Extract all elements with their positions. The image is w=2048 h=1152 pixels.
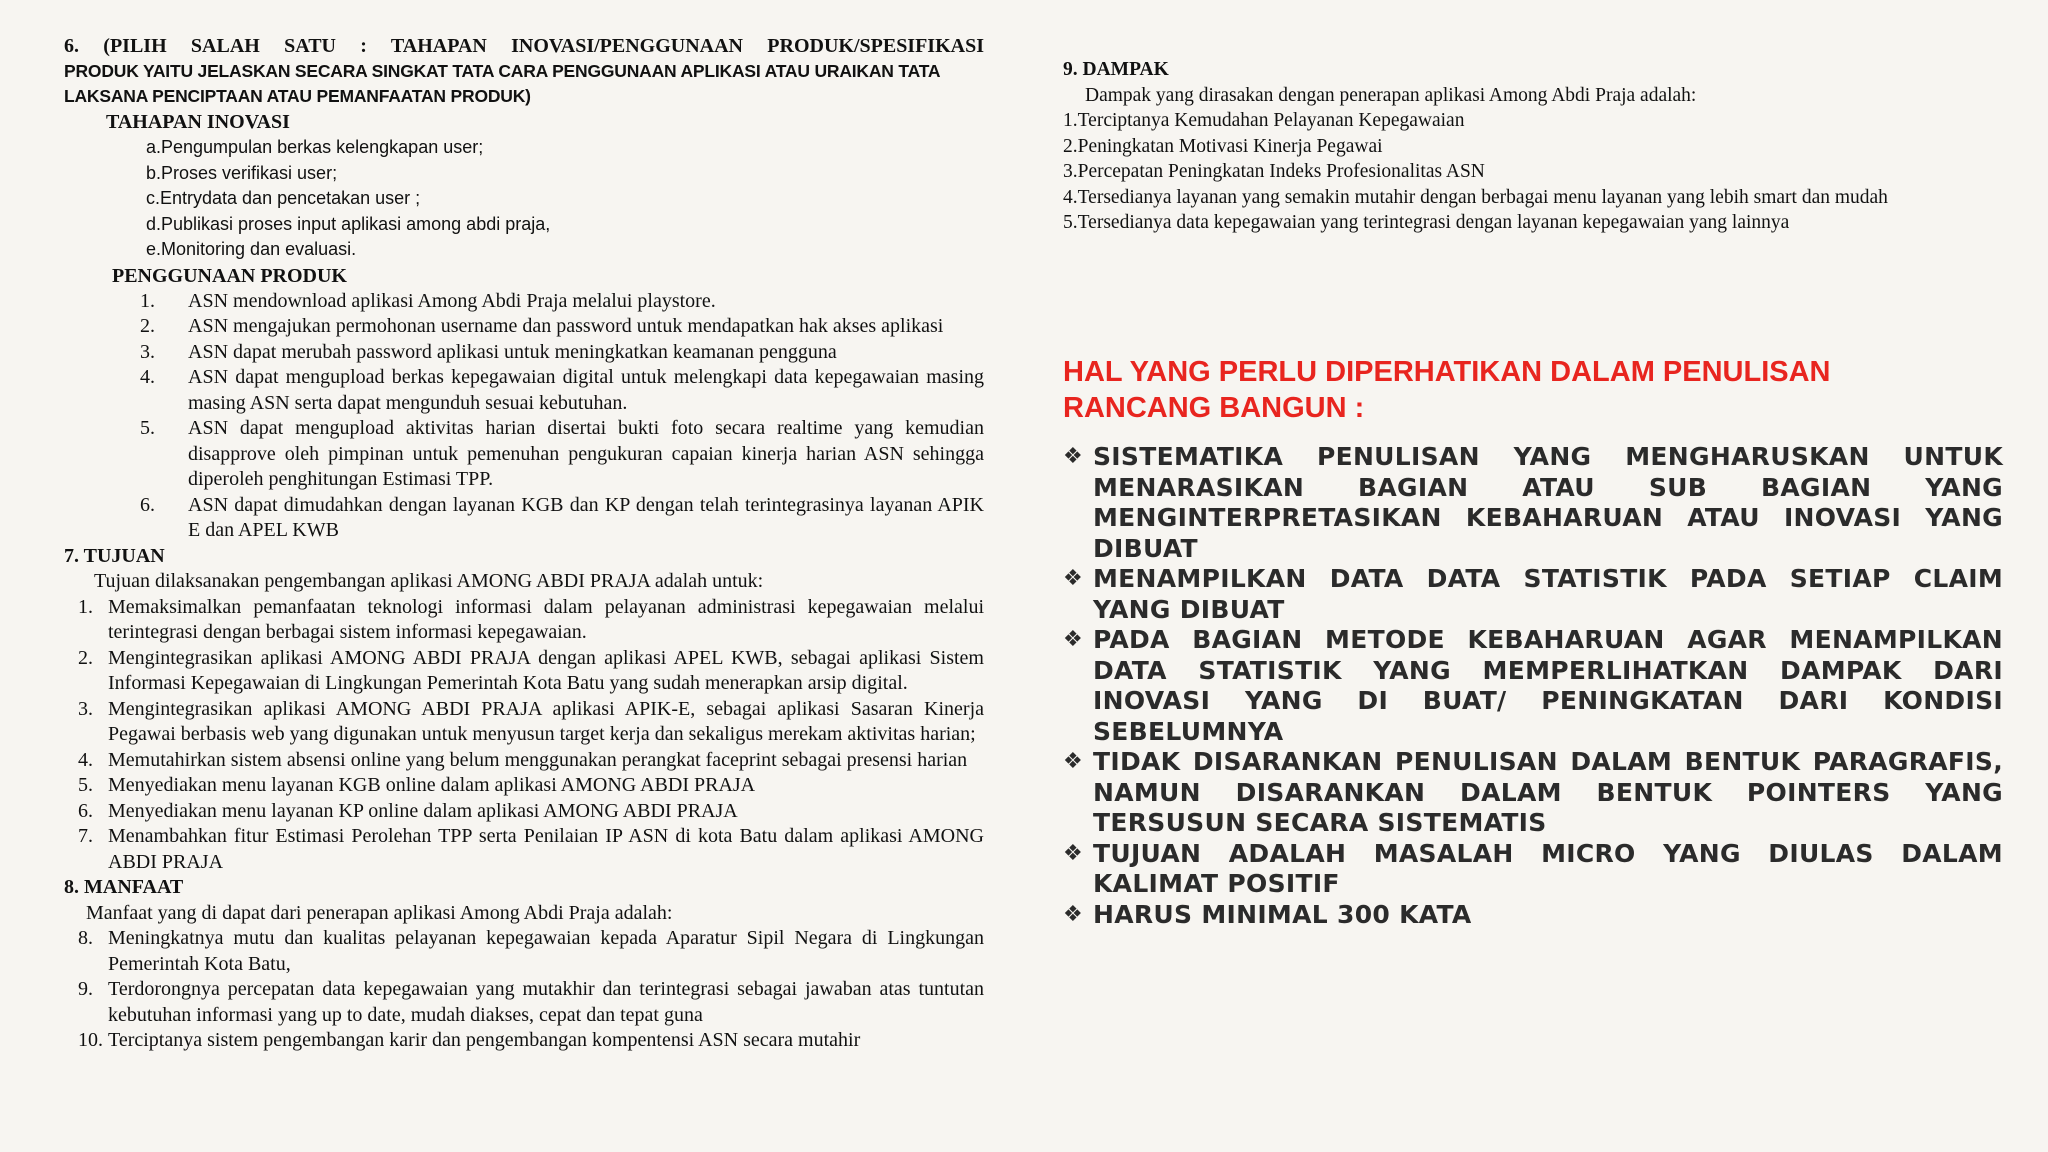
list-item: 1.Terciptanya Kemudahan Pelayanan Kepegawaian	[1063, 110, 1465, 131]
section-8-intro: Manfaat yang di dapat dari penerapan aplikasi Among Abdi Praja adalah:	[86, 901, 673, 924]
list-item: 2.Peningkatan Motivasi Kinerja Pegawai	[1063, 135, 1383, 157]
section-6-heading-line-3: LAKSANA PENCIPTAAN ATAU PEMANFAATAN PRODUK)	[64, 86, 531, 106]
list-item	[64, 314, 984, 340]
section-6-heading-line-1: 6. (PILIH SALAH SATU : TAHAPAN INOVASI/PENGGUNAAN PRODUK/SPESIFIKASI	[64, 35, 984, 57]
diamond-bullet-icon: ❖	[1063, 749, 1084, 774]
list-item: d.Publikasi proses input aplikasi among abdi praja,	[146, 213, 551, 234]
list-item	[64, 493, 984, 544]
bullet-text: PADA BAGIAN METODE KEBAHARUAN AGAR MENAMPILKAN DATA STATISTIK YANG MEMPERLIHATKAN DAMPAK DARI INOVASI YANG DI BUAT/ PENINGKATAN DARI KONDISI SEBELUMNYA	[1093, 625, 2003, 746]
list-item	[1063, 442, 2003, 564]
list-item	[64, 365, 984, 416]
item-number: 2.	[140, 315, 155, 337]
list-item	[64, 799, 984, 825]
notes-title-line-2: RANCANG BANGUN :	[1063, 392, 1365, 424]
item-number: 8.	[78, 927, 93, 949]
list-item	[64, 1028, 984, 1054]
list-item: 3.Percepatan Peningkatan Indeks Profesionalitas ASN	[1063, 161, 1485, 182]
bullet-text: HARUS MINIMAL 300 KATA	[1093, 899, 1472, 929]
dampak-section	[1063, 57, 2013, 236]
section-9-heading: 9. DAMPAK	[1063, 59, 1169, 80]
tahapan-inovasi-title: TAHAPAN INOVASI	[106, 111, 290, 133]
writing-notes	[1063, 354, 2003, 930]
list-item	[64, 773, 984, 799]
notes-title-line-1: HAL YANG PERLU DIPERHATIKAN DALAM PENULISAN	[1063, 356, 1831, 388]
item-text: Memaksimalkan pemanfaatan teknologi informasi dalam pelayanan administrasi kepegawaian melalui terintegrasi dengan berbagai sistem informasi kepegawaian.	[108, 595, 984, 643]
item-number: 4.	[78, 748, 93, 771]
item-text: ASN dapat mengupload aktivitas harian disertai bukti foto secara realtime yang kemudian disapprove oleh pimpinan untuk pemenuhan pengukuran capaian kinerja harian ASN sehingga diperoleh penghitungan Estimasi TPP.	[188, 417, 984, 490]
list-item	[1063, 900, 2003, 931]
list-item: a.Pengumpulan berkas kelengkapan user;	[146, 137, 484, 157]
item-text: ASN dapat mengupload berkas kepegawaian digital untuk melengkapi data kepegawaian masing masing ASN serta dapat mengunduh sesuai kebutuhan.	[188, 366, 984, 414]
item-text: ASN dapat merubah password aplikasi untuk meningkatkan keamanan pengguna	[188, 340, 837, 363]
notes-title	[1063, 354, 2003, 426]
item-text: Meningkatnya mutu dan kualitas pelayanan kepegawaian kepada Aparatur Sipil Negara di Lingkungan Pemerintah Kota Batu,	[108, 927, 984, 975]
item-number: 3.	[78, 697, 93, 720]
item-text: Memutahirkan sistem absensi online yang belum menggunakan perangkat faceprint sebagai presensi harian	[108, 748, 968, 771]
item-number: 6.	[78, 799, 93, 822]
list-item	[64, 977, 984, 1028]
list-item: 4.Tersedianya layanan yang semakin mutahir dengan berbagai menu layanan yang lebih smart dan mudah	[1063, 186, 1888, 208]
item-number: 7.	[78, 825, 93, 847]
list-item	[1063, 747, 2003, 839]
item-text: Mengintegrasikan aplikasi AMONG ABDI PRAJA aplikasi APIK-E, sebagai aplikasi Sasaran Kinerja Pegawai berbasis web yang digunakan untuk menyusun target kerja dan sekaligus merekam aktivitas harian;	[108, 697, 984, 745]
tujuan-list	[64, 595, 984, 876]
list-item: b.Proses verifikasi user;	[146, 162, 338, 183]
item-number: 10.	[78, 1029, 103, 1051]
list-item	[64, 416, 984, 493]
bullet-text: TIDAK DISARANKAN PENULISAN DALAM BENTUK PARAGRAFIS, NAMUN DISARANKAN DALAM BENTUK POINTERS YANG TERSUSUN SECARA SISTEMATIS	[1093, 747, 2003, 837]
list-item	[64, 595, 984, 646]
bullet-text: MENAMPILKAN DATA DATA STATISTIK PADA SETIAP CLAIM YANG DIBUAT	[1093, 564, 2003, 624]
manfaat-list	[64, 926, 984, 1054]
item-number: 4.	[140, 366, 155, 388]
item-text: Mengintegrasikan aplikasi AMONG ABDI PRAJA dengan aplikasi APEL KWB, sebagai aplikasi Sistem Informasi Kepegawaian di Lingkungan Pemerintah Kota Batu yang sudah menerapkan arsip digital.	[108, 646, 984, 694]
item-number: 3.	[140, 340, 155, 363]
item-number: 6.	[140, 493, 155, 516]
notes-bullet-list	[1063, 442, 2003, 930]
section-8-heading: 8. MANFAAT	[64, 876, 184, 898]
left-column	[64, 34, 984, 1152]
list-item	[1063, 564, 2003, 625]
penggunaan-produk-title: PENGGUNAAN PRODUK	[112, 264, 347, 287]
item-text: ASN mengajukan permohonan username dan password untuk mendapatkan hak akses aplikasi	[188, 315, 944, 337]
section-7-heading: 7. TUJUAN	[64, 544, 165, 567]
item-number: 2.	[78, 646, 93, 669]
diamond-bullet-icon: ❖	[1063, 627, 1084, 652]
list-item	[64, 697, 984, 748]
list-item: e.Monitoring dan evaluasi.	[146, 239, 357, 259]
list-item	[64, 646, 984, 697]
list-item: c.Entrydata dan pencetakan user ;	[146, 188, 421, 208]
list-item	[64, 748, 984, 774]
item-text: Terdorongnya percepatan data kepegawaian yang mutakhir dan terintegrasi sebagai jawaban atas tuntutan kebutuhan informasi yang up to date, mudah diakses, cepat dan tepat guna	[108, 978, 984, 1026]
item-number: 5.	[140, 417, 155, 439]
item-text: Menyediakan menu layanan KP online dalam aplikasi AMONG ABDI PRAJA	[108, 799, 738, 822]
item-text: ASN mendownload aplikasi Among Abdi Praja melalui playstore.	[188, 289, 716, 312]
item-number: 1.	[78, 595, 93, 618]
diamond-bullet-icon: ❖	[1063, 444, 1084, 469]
tahapan-inovasi-list	[64, 135, 984, 263]
bullet-text: TUJUAN ADALAH MASALAH MICRO YANG DIULAS DALAM KALIMAT POSITIF	[1093, 838, 2003, 898]
item-text: Menyediakan menu layanan KGB online dalam aplikasi AMONG ABDI PRAJA	[108, 774, 756, 796]
list-item	[64, 289, 984, 315]
diamond-bullet-icon: ❖	[1063, 840, 1084, 866]
item-number: 9.	[78, 978, 93, 1000]
item-text: ASN dapat dimudahkan dengan layanan KGB dan KP dengan telah terintegrasinya layanan APIK E dan APEL KWB	[188, 493, 984, 541]
item-text: Terciptanya sistem pengembangan karir dan pengembangan kompentensi ASN secara mutahir	[108, 1029, 861, 1051]
section-6-heading-line-2: PRODUK YAITU JELASKAN SECARA SINGKAT TATA CARA PENGGUNAAN APLIKASI ATAU URAIKAN TATA	[64, 61, 941, 81]
diamond-bullet-icon: ❖	[1063, 566, 1084, 591]
list-item	[1063, 625, 2003, 747]
list-item	[64, 926, 984, 977]
list-item	[64, 340, 984, 366]
list-item	[64, 824, 984, 875]
diamond-bullet-icon: ❖	[1063, 901, 1084, 927]
item-number: 5.	[78, 774, 93, 796]
item-number: 1.	[140, 289, 155, 312]
list-item: 5.Tersedianya data kepegawaian yang terintegrasi dengan layanan kepegawaian yang lainnya	[1063, 212, 1790, 233]
list-item	[1063, 839, 2003, 900]
section-7-intro: Tujuan dilaksanakan pengembangan aplikasi AMONG ABDI PRAJA adalah untuk:	[94, 570, 764, 592]
penggunaan-produk-list	[64, 289, 984, 544]
bullet-text: SISTEMATIKA PENULISAN YANG MENGHARUSKAN UNTUK MENARASIKAN BAGIAN ATAU SUB BAGIAN YANG MENGINTERPRETASIKAN KEBAHARUAN ATAU INOVASI YANG DIBUAT	[1093, 442, 2003, 563]
item-text: Menambahkan fitur Estimasi Perolehan TPP serta Penilaian IP ASN di kota Batu dalam aplikasi AMONG ABDI PRAJA	[108, 825, 984, 873]
section-9-intro: Dampak yang dirasakan dengan penerapan aplikasi Among Abdi Praja adalah:	[1085, 84, 1697, 106]
